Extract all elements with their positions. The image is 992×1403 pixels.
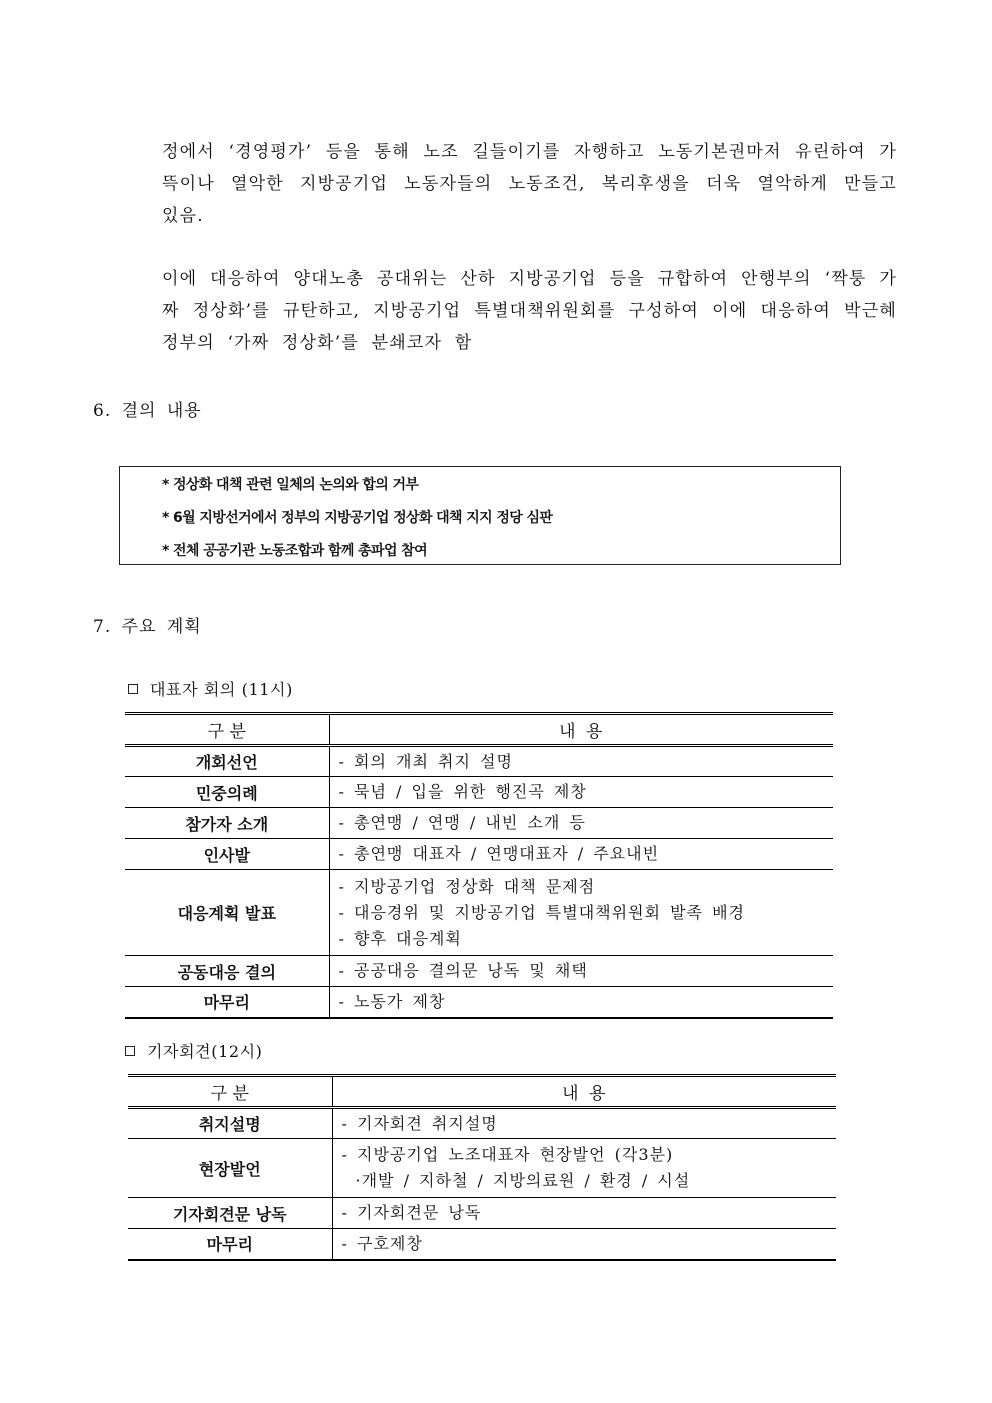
section-7-heading: 7. 주요 계획 [93,617,202,637]
row-line: - 대응경위 및 지방공기업 특별대책위원회 발족 배경 [338,902,745,922]
row-line: - 지방공기업 노조대표자 현장발언 (각3분) [341,1145,674,1164]
row-content [332,1198,836,1229]
row-line: - 향후 대응계획 [338,928,462,948]
table-row [125,839,833,870]
header-category: 구 분 [125,714,329,746]
row-line: - 지방공기업 정상화 대책 문제점 [338,876,596,896]
table-row [125,808,833,839]
row-line: - 총연맹 / 연맹 / 내빈 소개 등 [338,813,586,832]
press-subheading [125,1039,263,1062]
paragraph-1 [162,136,897,232]
table-row [125,956,833,987]
row-line: - 구호제창 [341,1233,423,1253]
row-content [329,956,833,987]
row-content [329,839,833,870]
row-label: 개회선언 [125,746,329,777]
row-content [329,746,833,777]
row-label: 취지설명 [128,1108,332,1139]
table-row [125,870,833,956]
table-row [125,777,833,808]
paragraph-1-text: 정에서 ‘경영평가’ 등을 통해 노조 길들이기를 자행하고 노동기본권마저 유린하여 가뜩이나 열악한 지방공기업 노동자들의 노동조건, 복리후생을 더욱 열악하게 만들고 있음. [162,142,897,226]
header-category: 구 분 [128,1076,332,1108]
row-label: 참가자 소개 [125,808,329,839]
table-row [125,987,833,1018]
row-line: - 공공대응 결의문 낭독 및 채택 [338,961,588,980]
row-line: - 기자회견 취지설명 [341,1113,498,1133]
row-line: ·개발 / 지하철 / 지방의료원 / 환경 / 시설 [355,1171,691,1190]
square-bullet-icon [128,684,138,694]
row-content [332,1229,836,1260]
row-content [329,808,833,839]
paragraph-2 [162,263,897,359]
meeting-subheading [128,677,293,700]
resolution-item: * 전체 공공기관 노동조합과 함께 총파업 참여 [162,543,427,559]
row-line: - 노동가 제창 [338,991,446,1011]
header-content: 내 용 [332,1076,836,1108]
table-row [125,746,833,777]
row-label: 마무리 [128,1229,332,1260]
row-line: - 총연맹 대표자 / 연맹대표자 / 주요내빈 [338,844,660,863]
row-label: 기자회견문 낭독 [128,1198,332,1229]
row-content [329,987,833,1018]
press-table [128,1074,836,1261]
table-row [128,1108,836,1139]
meeting-title: 대표자 회의 (11시) [150,680,293,699]
row-line: - 회의 개최 취지 설명 [338,751,513,771]
table-header-row [128,1076,836,1108]
row-line: - 기자회견문 낭독 [341,1203,482,1222]
meeting-table [125,712,833,1019]
table-row [128,1139,836,1198]
row-content [329,777,833,808]
row-label: 현장발언 [128,1139,332,1198]
resolution-item: * 정상화 대책 관련 일체의 논의와 합의 거부 [162,477,419,493]
resolution-box [119,466,841,565]
row-content [332,1108,836,1139]
row-content [332,1139,836,1198]
row-label: 민중의례 [125,777,329,808]
table-row [128,1229,836,1260]
row-content [329,870,833,956]
row-label: 인사발 [125,839,329,870]
header-content: 내 용 [329,714,833,746]
paragraph-2-text: 이에 대응하여 양대노총 공대위는 산하 지방공기업 등을 규합하여 안행부의 ‘짝퉁 가짜 정상화’를 규탄하고, 지방공기업 특별대책위원회를 구성하여 이에 대응하여 박근혜 정부의 ‘가짜 정상화’를 분쇄코자 함 [162,269,897,353]
row-label: 공동대응 결의 [125,956,329,987]
row-label: 대응계획 발표 [125,870,329,956]
section-6-heading: 6. 결의 내용 [93,401,202,421]
press-title: 기자회견(12시) [147,1042,263,1061]
row-line: - 묵념 / 입을 위한 행진곡 제창 [338,782,587,801]
square-bullet-icon [125,1046,135,1056]
table-row [128,1198,836,1229]
table-header-row [125,714,833,746]
resolution-item: * 6월 지방선거에서 정부의 지방공기업 정상화 대책 지지 정당 심판 [162,510,553,526]
row-label: 마무리 [125,987,329,1018]
